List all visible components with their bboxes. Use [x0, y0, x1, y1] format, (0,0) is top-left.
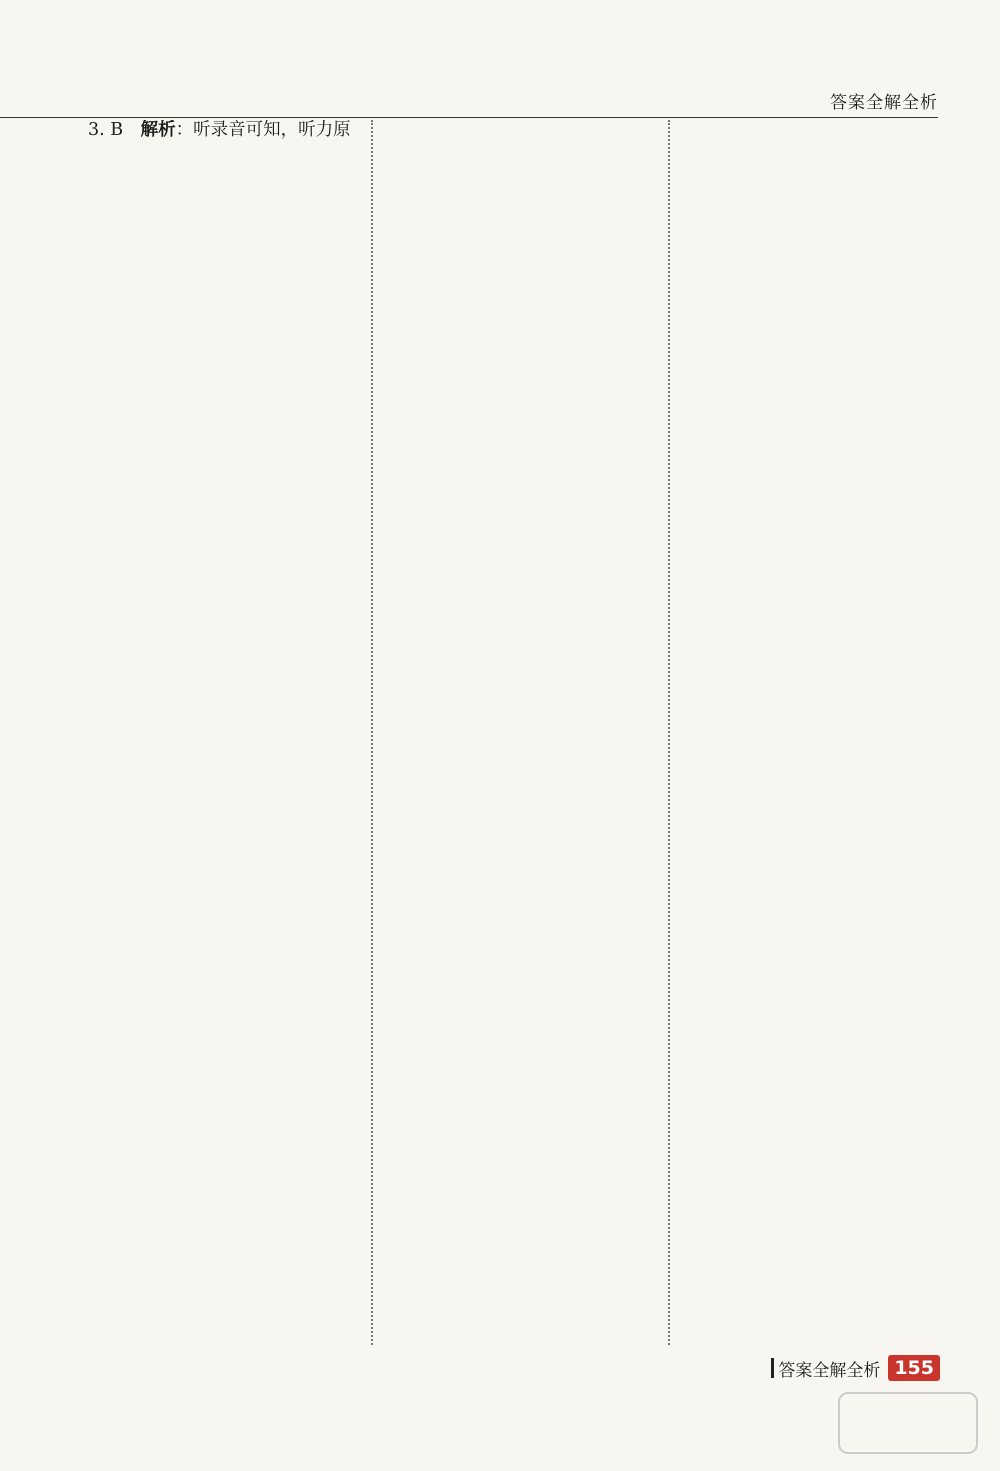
- page-header-title: 答案全解全析: [830, 93, 938, 113]
- header-rule: [0, 117, 938, 118]
- page-footer: [771, 1355, 940, 1381]
- column-divider: [371, 120, 373, 1345]
- footer-bar: [771, 1358, 774, 1378]
- footer-label: 答案全解全析: [778, 1360, 881, 1381]
- page-number: 155: [888, 1355, 940, 1381]
- watermark-logo: [838, 1392, 978, 1454]
- column-divider: [668, 120, 670, 1345]
- answer-line: 3. B 解析：听录音可知，听力原: [88, 120, 351, 140]
- answer-column-1: [88, 120, 364, 142]
